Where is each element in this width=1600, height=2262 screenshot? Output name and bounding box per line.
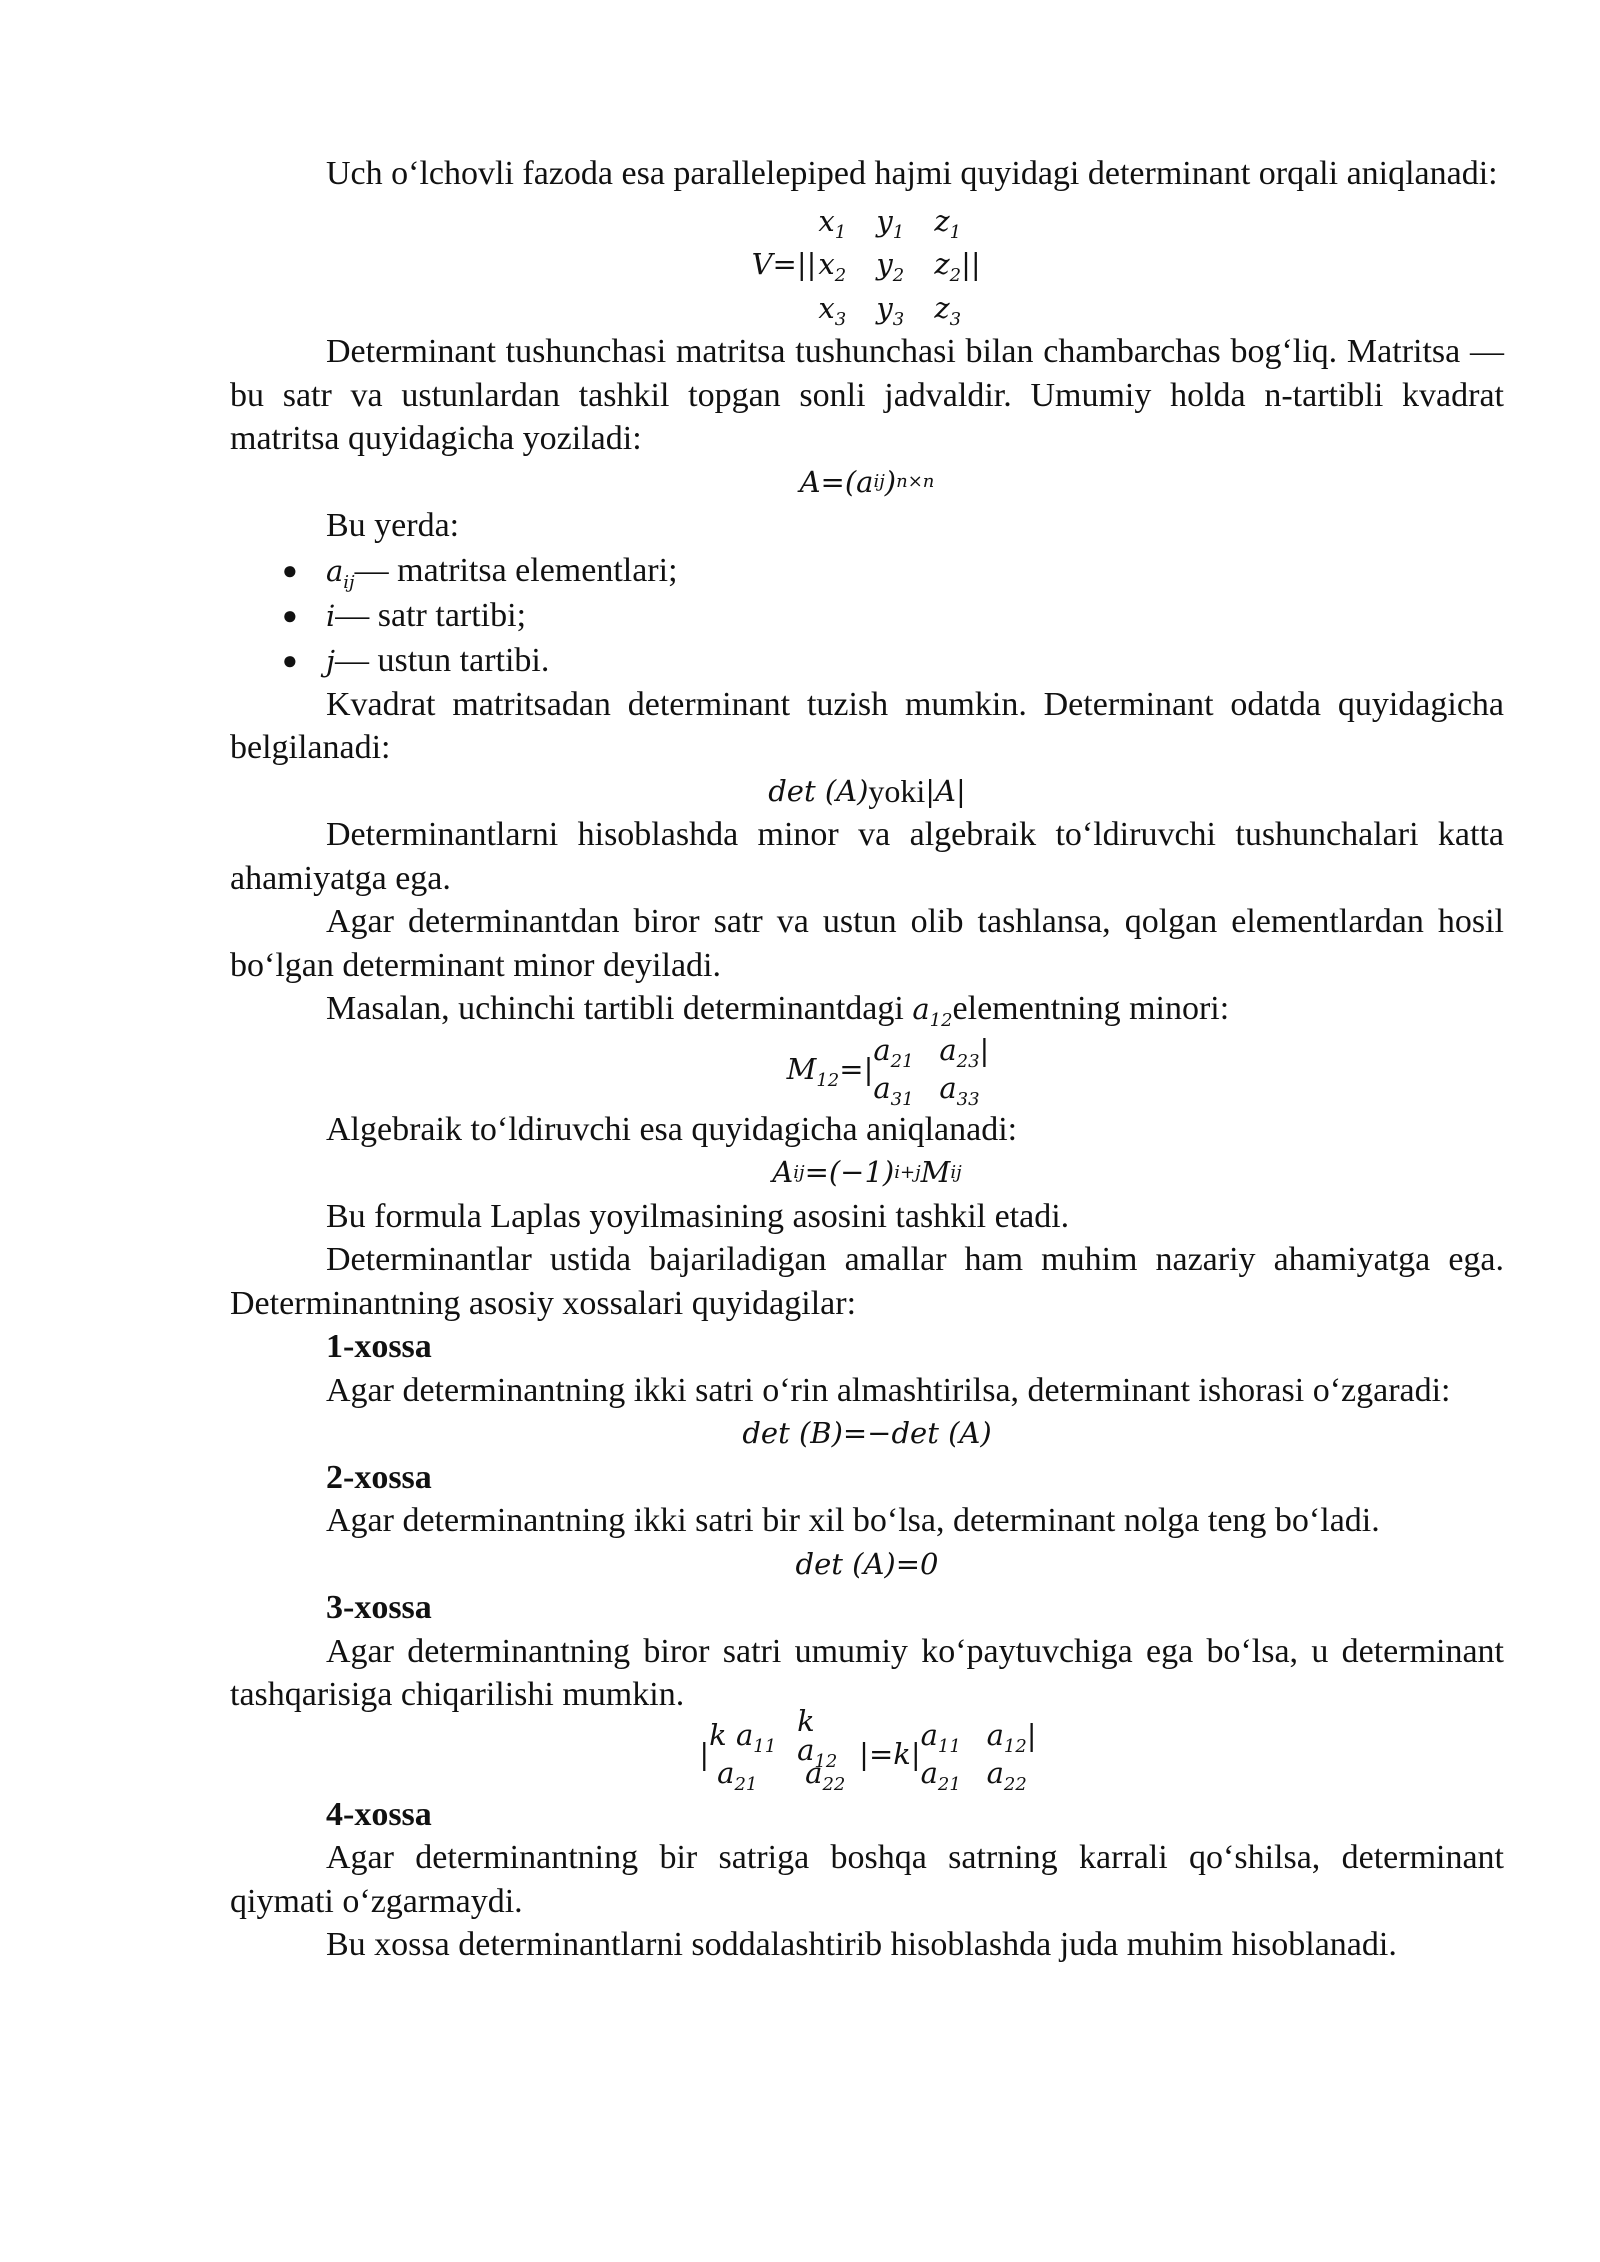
formula-property-3: | k $a_{11}$ k $a_{12}$ $a_{21}$ $a_{22}$ |=k| $a_{11}$ $a_{12}|$ $a_{21}$ $a_{22}$ (699, 1703, 1037, 1795)
paragraph-matrix-definition: Determinant tushunchasi matritsa tushunchasi bilan chambarchas bog‘liq. Matritsa — bu satr va ustunlardan tashkil topgan sonli jadvaldir. Umumiy holda n-tartibli kvadrat matritsa quyidagicha yoziladi: (230, 333, 1504, 457)
scaled-matrix: k $a_{11}$ k $a_{12}$ $a_{21}$ $a_{22}$ (709, 1703, 846, 1795)
bullet-icon: ● (282, 555, 298, 585)
bullet-icon: ● (282, 600, 298, 630)
formula-matrix-a: A=(a ij ) n×n (799, 464, 935, 499)
paragraph-minor-intro: Determinantlarni hisoblashda minor va algebraik to‘ldiruvchi tushunchalari katta ahamiyatga ega. (230, 816, 1504, 897)
paragraph-properties-intro: Determinantlar ustida bajariladigan amallar ham muhim nazariy ahamiyatga ega. Determinantning asosiy xossalari quyidagilar: (230, 1241, 1504, 1322)
paragraph-cofactor-intro: Algebraik to‘ldiruvchi esa quyidagicha aniqlanadi: (326, 1110, 1018, 1148)
list-item: ● $a_{ij}—$ matritsa elementlari; (230, 548, 1504, 593)
list-item: ● i— satr tartibi; (230, 593, 1504, 638)
minor-matrix: $a_{21}$ $a_{23}|$ $a_{31}$ $a_{33}$ (873, 1033, 990, 1110)
formula-volume-determinant: V=|| $x_1$ $y_1$ $z_1$ $x_2$ $y_2$ $z_2||$ $x_3$ $y_3$ $z_3$ (230, 200, 1504, 331)
paragraph-property-2: Agar determinantning ikki satri bir xil bo‘lsa, determinant nolga teng bo‘ladi. (326, 1502, 1380, 1539)
paragraph-minor-definition: Agar determinantdan biror satr va ustun olib tashlansa, qolgan elementlardan hosil bo‘lgan determinant minor deyiladi. (230, 903, 1504, 984)
formula-property-2: det (A)=0 (795, 1546, 939, 1581)
paragraph-determinant-notation: Kvadrat matritsadan determinant tuzish mumkin. Determinant odatda quyidagicha belgilanadi: (230, 685, 1504, 766)
paragraph-laplace: Bu formula Laplas yoyilmasining asosini tashkil etadi. (326, 1197, 1070, 1235)
paragraph-property-1: Agar determinantning ikki satri o‘rin almashtirilsa, determinant ishorasi o‘zgaradi: (326, 1371, 1451, 1409)
heading-property-3: 3-xossa (326, 1589, 432, 1626)
formula-det-notation: det (A) yoki |A| (768, 773, 966, 810)
volume-matrix: $x_1$ $y_1$ $z_1$ $x_2$ $y_2$ $z_2||$ $x_3$ $y_3$ $z_3$ (818, 203, 981, 330)
heading-property-4: 4-xossa (326, 1795, 432, 1833)
heading-property-1: 1-xossa (326, 1328, 432, 1365)
formula-cofactor: A ij =(−1) i+j M ij (772, 1155, 962, 1190)
label-bu-yerda: Bu yerda: (326, 507, 460, 544)
list-item: ● j— ustun tartibi. (230, 638, 1504, 683)
heading-property-2: 2-xossa (326, 1458, 432, 1496)
paragraph-volume-intro: Uch o‘lchovli fazoda esa parallelepiped hajmi quyidagi determinant orqali aniqlanadi: (326, 155, 1498, 192)
paragraph-minor-example: Masalan, uchinchi tartibli determinantdagi $a_{12}elementning$ minori: (326, 990, 1230, 1031)
formula-minor-m12: $M_{12}=|$ $a_{21}$ $a_{23}|$ $a_{31}$ $a_{33}$ (786, 1033, 990, 1110)
paragraph-property-3: Agar determinantning biror satri umumiy ko‘paytuvchiga ega bo‘lsa, u determinant tashqarisiga chiqarilishi mumkin. (230, 1632, 1504, 1713)
bullet-icon: ● (282, 645, 298, 675)
symbol-list (230, 548, 1504, 683)
paragraph-conclusion: Bu xossa determinantlarni soddalashtirib hisoblashda juda muhim hisoblanadi. (326, 1926, 1397, 1963)
formula-property-1: det (B)=−det (A) (742, 1416, 992, 1451)
paragraph-property-4: Agar determinantning bir satriga boshqa satrning karrali qo‘shilsa, determinant qiymati o‘zgarmaydi. (230, 1839, 1504, 1920)
base-matrix: $a_{11}$ $a_{12}|$ $a_{21}$ $a_{22}$ (920, 1718, 1037, 1795)
